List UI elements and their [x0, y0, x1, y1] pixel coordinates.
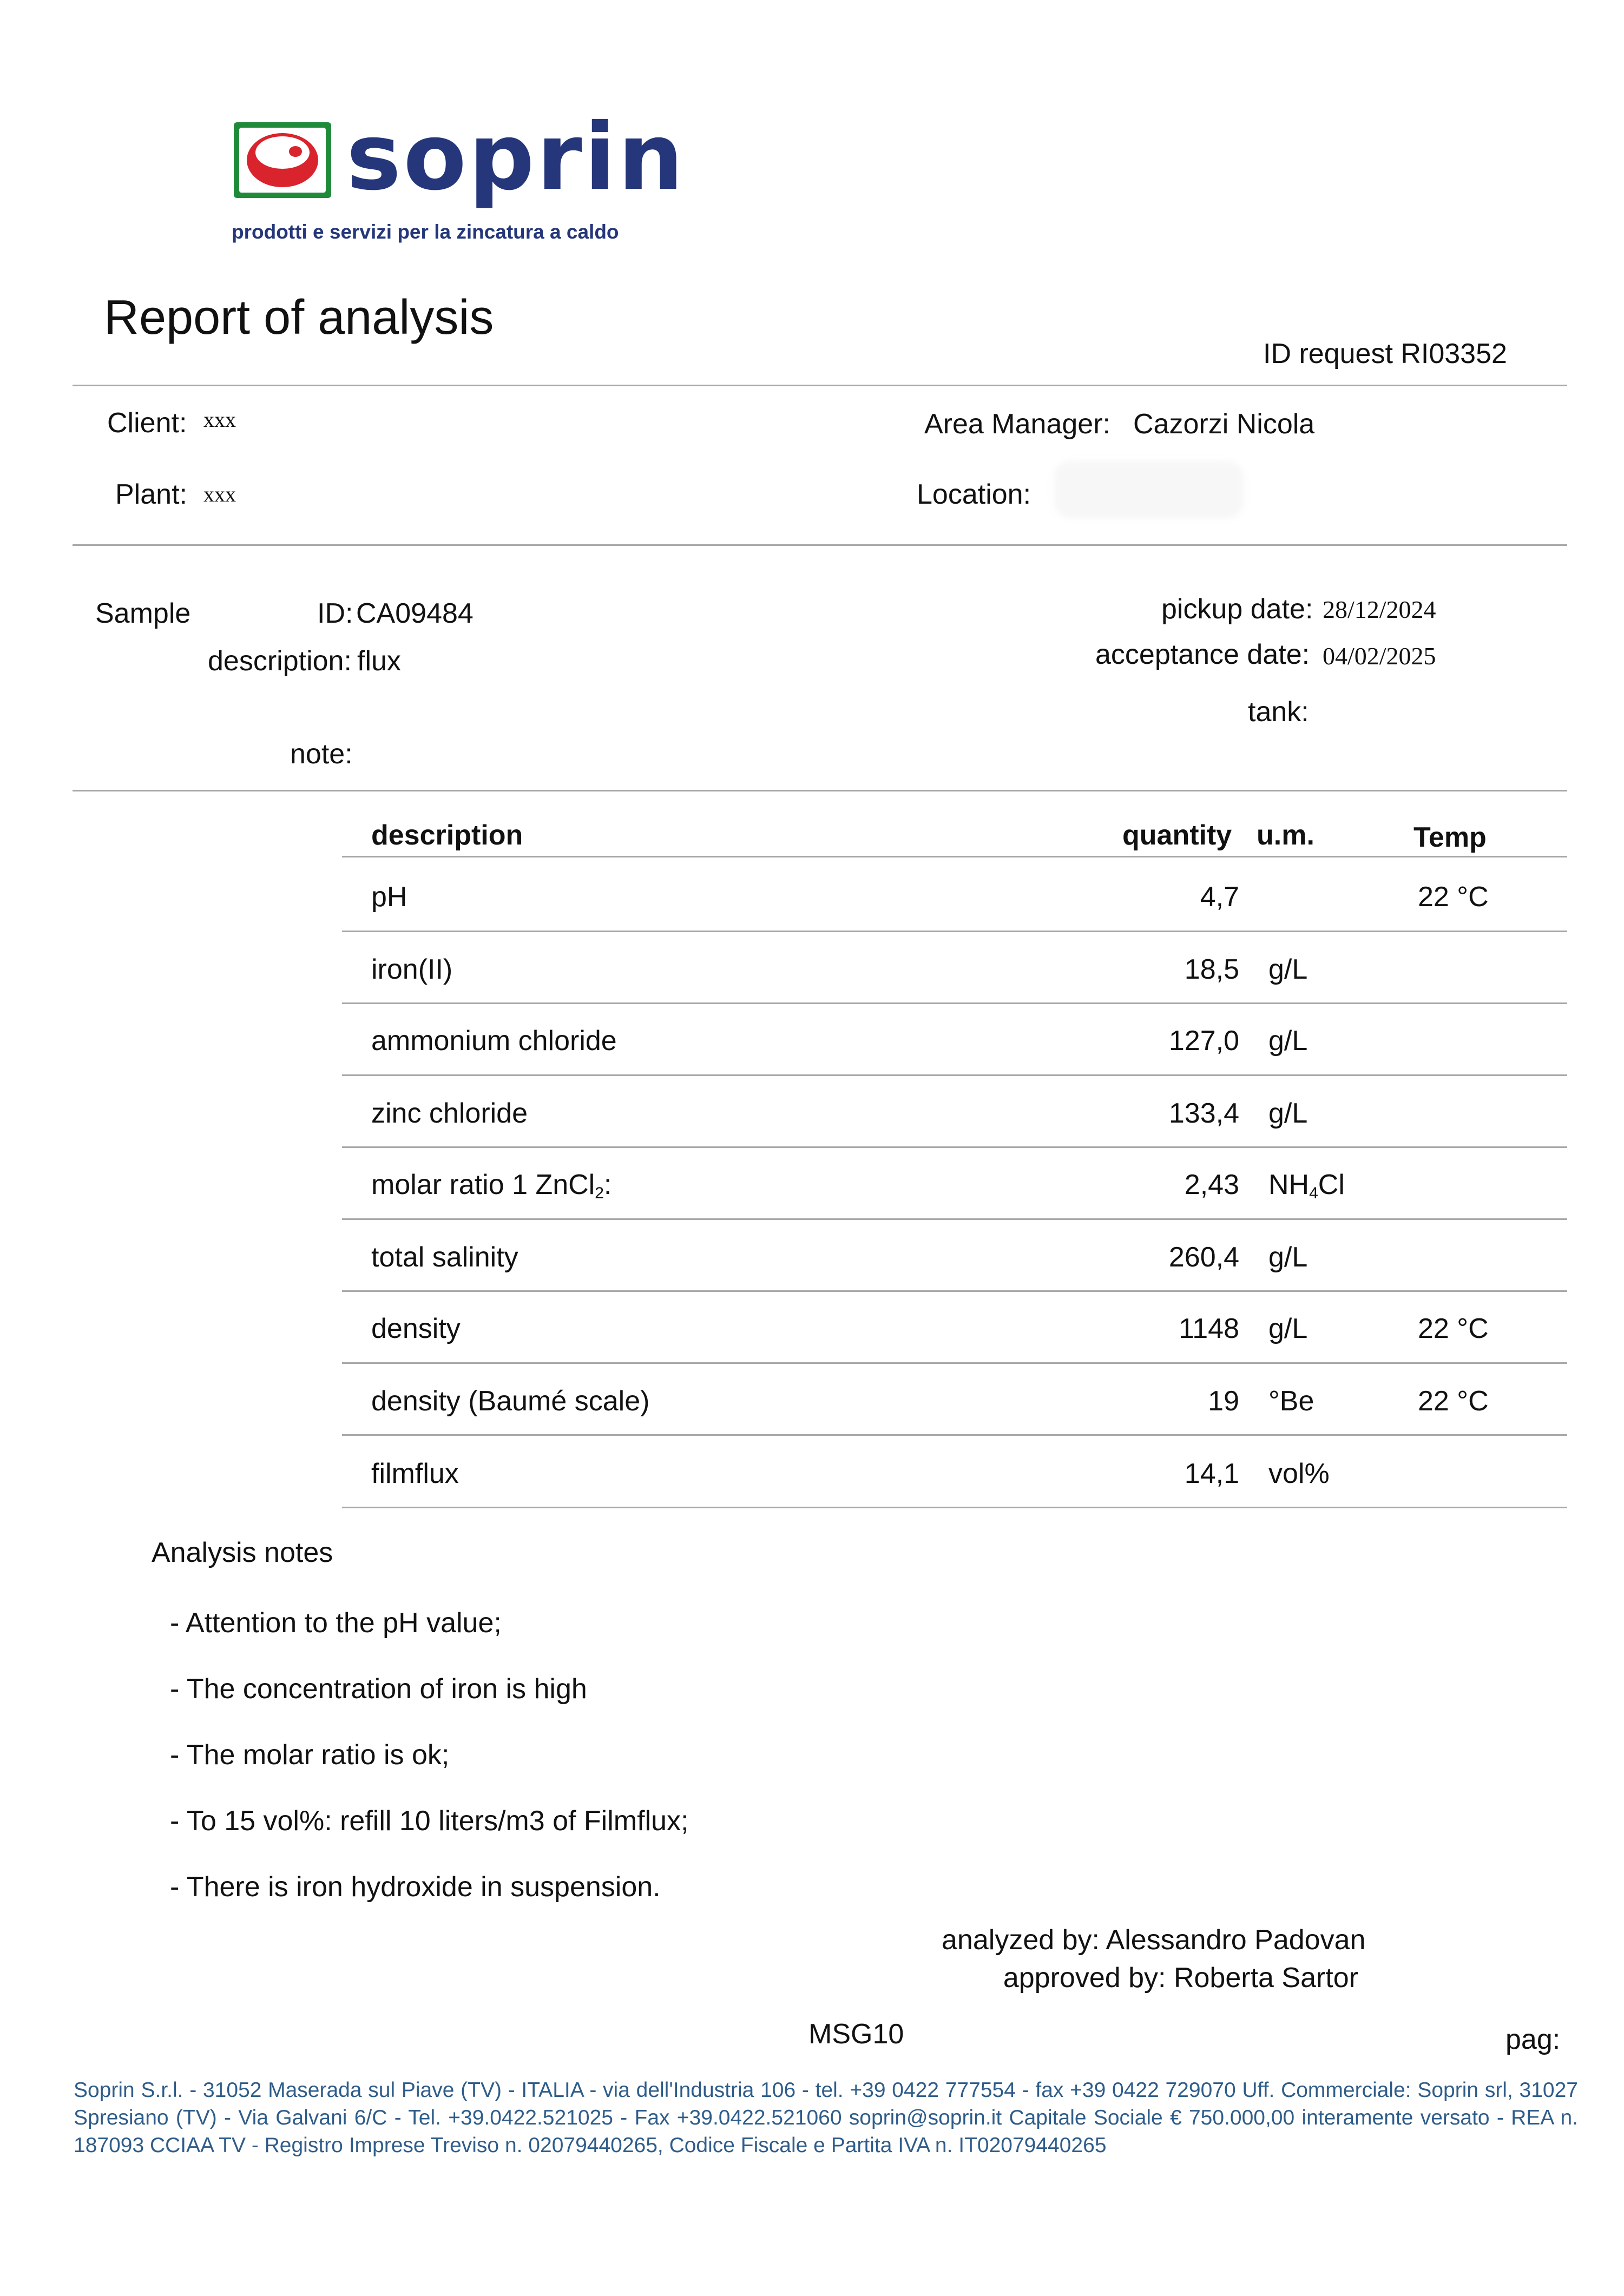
- cell-quantity: 18,5: [1184, 954, 1239, 985]
- cell-um: g/L: [1268, 1025, 1308, 1057]
- row-rule: [342, 931, 1567, 932]
- row-rule: [342, 1290, 1567, 1292]
- cell-description: filmflux: [371, 1458, 459, 1489]
- row-rule: [342, 1507, 1567, 1508]
- cell-um: °Be: [1268, 1385, 1314, 1417]
- logo-mark-icon: [232, 120, 334, 201]
- row-rule: [342, 1218, 1567, 1220]
- plant-label: Plant:: [115, 479, 187, 510]
- cell-description: total salinity: [371, 1242, 518, 1273]
- logo-tagline: prodotti e servizi per la zincatura a caldo: [232, 221, 619, 243]
- cell-description: pH: [371, 881, 407, 913]
- cell-temp: 22 °C: [1418, 1385, 1489, 1417]
- row-rule: [342, 1146, 1567, 1148]
- cell-quantity: 14,1: [1184, 1458, 1239, 1489]
- analyzed-by: analyzed by: Alessandro Padovan: [942, 1924, 1366, 1956]
- col-header-description: description: [371, 820, 523, 851]
- cell-quantity: 133,4: [1168, 1098, 1239, 1129]
- cell-description: ammonium chloride: [371, 1025, 617, 1057]
- area-manager-value: Cazorzi Nicola: [1133, 408, 1315, 440]
- cell-description: density: [371, 1313, 461, 1344]
- pickup-date-label: pickup date:: [1161, 593, 1313, 625]
- cell-um: g/L: [1268, 954, 1308, 985]
- cell-quantity: 1148: [1179, 1313, 1239, 1344]
- cell-um: g/L: [1268, 1098, 1308, 1129]
- cell-um: g/L: [1268, 1313, 1308, 1344]
- cell-quantity: 127,0: [1168, 1025, 1239, 1057]
- location-value-redacted: [1054, 461, 1244, 518]
- cell-description: density (Baumé scale): [371, 1385, 650, 1417]
- sample-description-value: flux: [357, 645, 401, 677]
- company-info-footer: Soprin S.r.l. - 31052 Maserada sul Piave (TV) - ITALIA - via dell'Industria 106 - tel. +39 0422 777554 - fax +39 0422 729070 Uff. Commerciale: Soprin srl, 31027 Spresiano (TV) - Via Galvani 6/C - Tel. +39.0422.521025 - Fax +39.0422.521060 soprin@soprin.it Capitale Sociale € 750.000,00 interamente versato - REA n. 187093 CCIAA TV - Registro Imprese Treviso n. 02079440265, Codice Fiscale e Partita IVA n. IT02079440265: [74, 2079, 1578, 2157]
- cell-quantity: 19: [1208, 1385, 1239, 1417]
- row-rule: [342, 1074, 1567, 1076]
- client-value: xxx: [203, 407, 236, 432]
- cell-description: iron(II): [371, 954, 453, 985]
- sample-description-label: description:: [208, 645, 352, 677]
- molar-ratio-colon: :: [603, 1169, 612, 1200]
- note-item: - The concentration of iron is high: [170, 1673, 587, 1705]
- cell-um: g/L: [1268, 1242, 1308, 1273]
- note-item: - To 15 vol%: refill 10 liters/m3 of Filmflux;: [170, 1805, 689, 1837]
- sample-label: Sample: [95, 598, 191, 629]
- row-rule: [342, 1362, 1567, 1364]
- cell-quantity: 4,7: [1200, 881, 1239, 913]
- um-nh: NH: [1268, 1169, 1310, 1200]
- col-header-temp: Temp: [1413, 822, 1487, 853]
- location-label: Location:: [917, 479, 1031, 510]
- acceptance-date-value: 04/02/2025: [1323, 642, 1436, 670]
- subscript: 4: [1309, 1184, 1318, 1202]
- note-item: - Attention to the pH value;: [170, 1607, 502, 1639]
- cell-quantity: 2,43: [1184, 1169, 1239, 1200]
- company-logo: [232, 104, 686, 223]
- molar-ratio-text: molar ratio 1 ZnCl: [371, 1169, 595, 1200]
- cell-temp: 22 °C: [1418, 1313, 1489, 1344]
- id-request: ID request RI03352: [1263, 338, 1507, 370]
- approved-by: approved by: Roberta Sartor: [1003, 1962, 1358, 1994]
- cell-quantity: 260,4: [1168, 1242, 1239, 1273]
- cell-um: vol%: [1268, 1458, 1330, 1489]
- area-manager-label: Area Manager:: [924, 408, 1110, 440]
- sample-note-label: note:: [290, 738, 353, 770]
- sample-id-value: CA09484: [356, 598, 474, 629]
- note-item: - The molar ratio is ok;: [170, 1739, 450, 1771]
- tank-label: tank:: [1248, 696, 1309, 728]
- sample-id-label: ID:: [317, 598, 353, 629]
- note-item: - There is iron hydroxide in suspension.: [170, 1871, 661, 1903]
- divider: [73, 790, 1567, 791]
- cell-description: [371, 1169, 612, 1203]
- document-code: MSG10: [808, 2018, 904, 2050]
- acceptance-date-label: acceptance date:: [1095, 639, 1310, 670]
- page-number-label: pag:: [1505, 2024, 1561, 2055]
- cell-um: [1268, 1169, 1345, 1203]
- row-rule: [342, 1434, 1567, 1436]
- table-header-rule: [342, 856, 1567, 857]
- divider: [73, 544, 1567, 546]
- logo-wordmark: soprin: [346, 104, 686, 211]
- pickup-date-value: 28/12/2024: [1323, 596, 1436, 623]
- cell-temp: 22 °C: [1418, 881, 1489, 913]
- plant-value: xxx: [203, 482, 236, 506]
- row-rule: [342, 1002, 1567, 1004]
- analysis-notes-title: Analysis notes: [152, 1537, 333, 1568]
- subscript: 2: [595, 1184, 604, 1202]
- divider: [73, 385, 1567, 386]
- client-label: Client:: [107, 407, 187, 439]
- col-header-quantity: quantity: [1122, 820, 1232, 851]
- page-title: Report of analysis: [104, 291, 494, 345]
- um-cl: Cl: [1318, 1169, 1345, 1200]
- col-header-um: u.m.: [1257, 820, 1314, 851]
- cell-description: zinc chloride: [371, 1098, 528, 1129]
